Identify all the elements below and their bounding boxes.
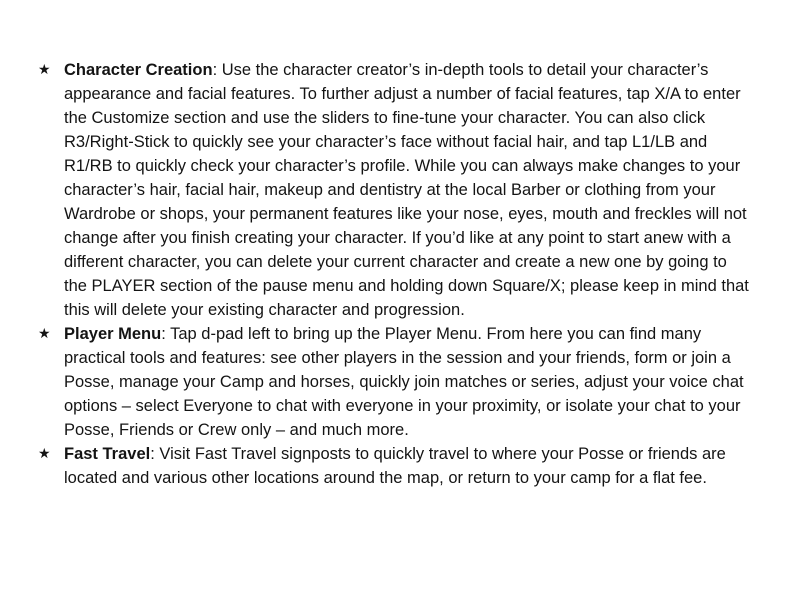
list-item-character-creation	[38, 58, 753, 322]
star-icon: ★	[38, 326, 51, 342]
item-text: : Use the character creator’s in-depth tools to detail your character’s appearance and facial features. To further adjust a number of facial features, tap X/A to enter the Customize section and use the sliders to fine-tune your character. You can also click R3/Right-Stick to quickly see your character’s face without facial hair, and tap L1/LB and R1/RB to quickly check your character’s profile. While you can always make changes to your character’s hair, facial hair, makeup and dentistry at the local Barber or clothing from your Wardrobe or shops, your permanent features like your nose, eyes, mouth and freckles will not change after you finish creating your character. If you’d like at any point to start anew with a different character, you can delete your current character and create a new one by going to the PLAYER section of the pause menu and holding down Square/X; please keep in mind that this will delete your existing character and progression.	[64, 61, 749, 319]
list-item-fast-travel	[38, 442, 753, 490]
feature-list	[38, 58, 753, 490]
item-term: Character Creation	[64, 61, 213, 79]
item-term: Fast Travel	[64, 445, 151, 463]
item-text: : Tap d-pad left to bring up the Player Menu. From here you can find many practical tools and features: see other players in the session and your friends, form or join a Posse, manage your Camp and horses, quickly join matches or series, adjust your voice chat options – select Everyone to chat with everyone in your proximity, or isolate your chat to your Posse, Friends or Crew only – and much more.	[64, 325, 744, 439]
star-icon: ★	[38, 446, 51, 462]
list-item-player-menu	[38, 322, 753, 442]
item-text: : Visit Fast Travel signposts to quickly travel to where your Posse or friends are located and various other locations around the map, or return to your camp for a flat fee.	[64, 445, 726, 487]
star-icon: ★	[38, 62, 51, 78]
item-term: Player Menu	[64, 325, 162, 343]
